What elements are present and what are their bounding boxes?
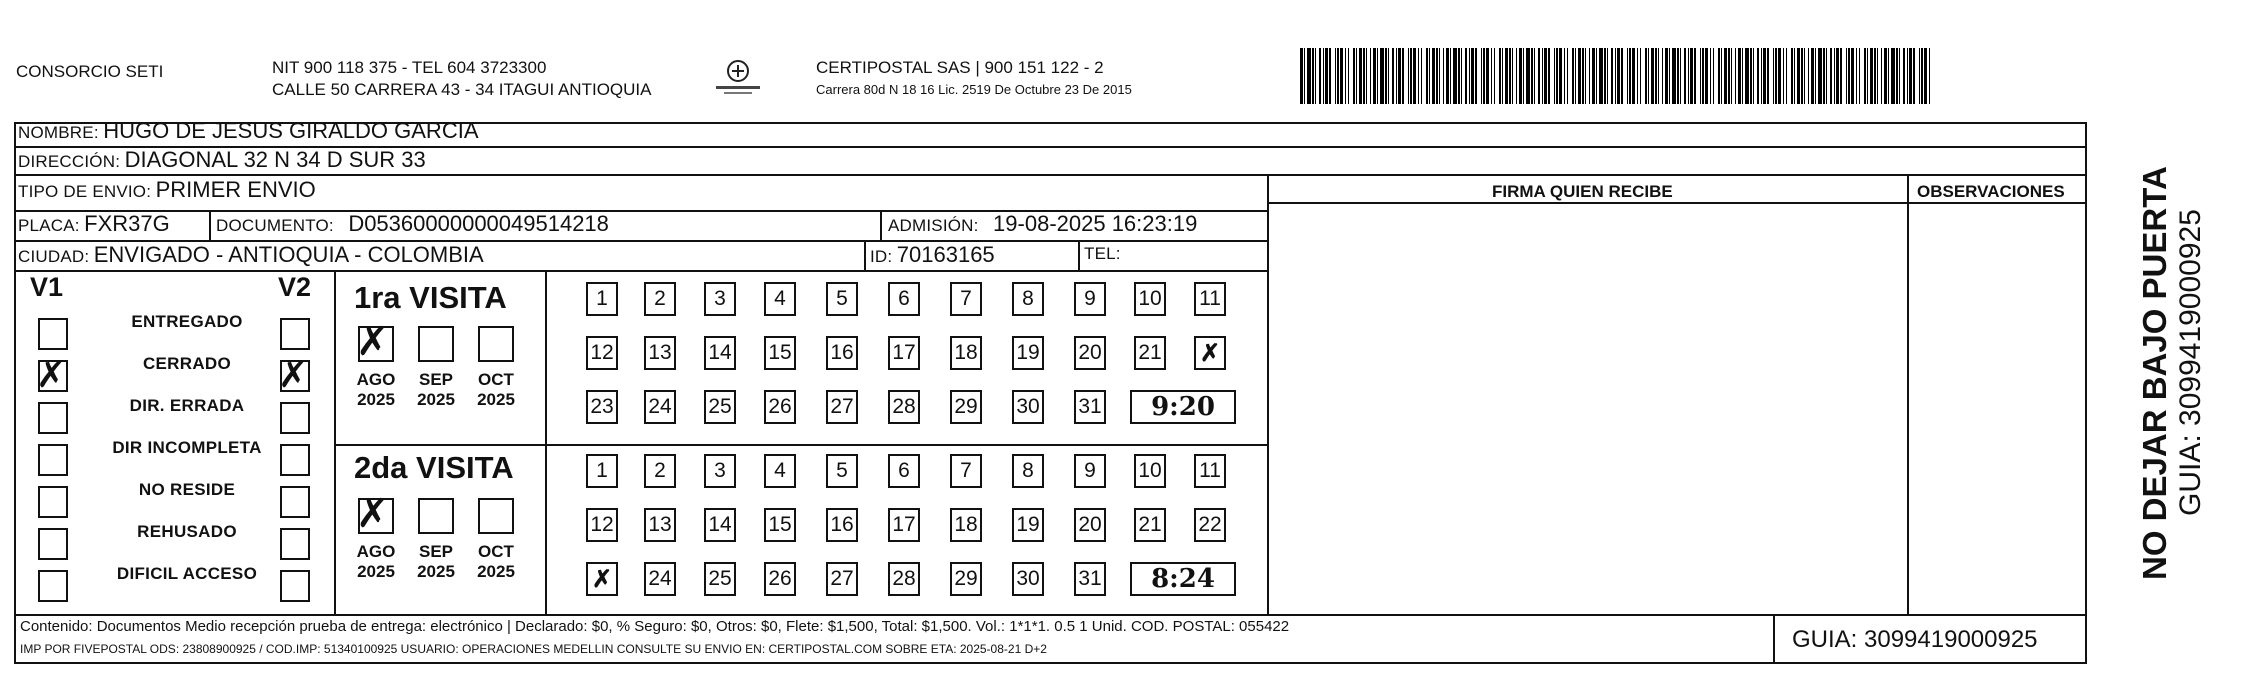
visit2-day-29[interactable]: 29 [950, 562, 982, 596]
visit2-day-13[interactable]: 13 [644, 508, 676, 542]
visit2-day-6[interactable]: 6 [888, 454, 920, 488]
visit1-day-8[interactable]: 8 [1012, 282, 1044, 316]
v1-checkbox-4[interactable] [38, 486, 68, 518]
visit2-month-checkbox-2[interactable] [478, 498, 514, 534]
visit1-month-year-2: 2025 [477, 390, 515, 409]
visit2-day-28[interactable]: 28 [888, 562, 920, 596]
visit1-month-name-1: SEP [418, 370, 454, 389]
visit1-day-19[interactable]: 19 [1012, 336, 1044, 370]
visit1-day-28[interactable]: 28 [888, 390, 920, 424]
status-label-5: REHUSADO [137, 522, 237, 541]
visit2-day-8[interactable]: 8 [1012, 454, 1044, 488]
id-value: 70163165 [896, 242, 995, 267]
visit1-day-31[interactable]: 31 [1074, 390, 1106, 424]
carrier-line: CERTIPOSTAL SAS | 900 151 122 - 2 [816, 58, 1104, 77]
visit1-month-year-0: 2025 [357, 390, 395, 409]
v1-checkbox-2[interactable] [38, 402, 68, 434]
visit2-day-11[interactable]: 11 [1194, 454, 1226, 488]
visit2-day-17[interactable]: 17 [888, 508, 920, 542]
visit1-day-3[interactable]: 3 [704, 282, 736, 316]
visit2-day-2[interactable]: 2 [644, 454, 676, 488]
visit2-day-27[interactable]: 27 [826, 562, 858, 596]
visit1-day-4[interactable]: 4 [764, 282, 796, 316]
visit2-day-1[interactable]: 1 [586, 454, 618, 488]
visit2-day-7[interactable]: 7 [950, 454, 982, 488]
nit-line: NIT 900 118 375 - TEL 604 3723300 [272, 58, 547, 77]
visit1-day-21[interactable]: 21 [1134, 336, 1166, 370]
documento-value: D05360000000049514218 [348, 211, 609, 236]
v1-label: V1 [30, 272, 64, 302]
visit2-month-label-0 [351, 542, 401, 582]
status-label-1: CERRADO [142, 354, 232, 373]
visit1-day-27[interactable]: 27 [826, 390, 858, 424]
visit1-month-year-1: 2025 [417, 390, 455, 409]
visit2-month-checkbox-1[interactable] [418, 498, 454, 534]
v2-checkbox-5[interactable] [280, 528, 310, 560]
visit1-time-box[interactable]: 9:20 [1130, 390, 1236, 424]
status-label-0: ENTREGADO [131, 312, 243, 331]
v1-checkbox-1[interactable] [36, 355, 68, 396]
visit1-day-29[interactable]: 29 [950, 390, 982, 424]
company-name: CONSORCIO SETI [16, 62, 164, 81]
status-label-2: DIR. ERRADA [129, 396, 245, 415]
observaciones-header: OBSERVACIONES [1917, 182, 2065, 201]
visit2-day-23[interactable] [586, 562, 618, 596]
visit1-day-1[interactable]: 1 [586, 282, 618, 316]
visit2-day-22[interactable]: 22 [1194, 508, 1226, 542]
placa-value: FXR37G [84, 211, 170, 236]
visit2-day-21[interactable]: 21 [1134, 508, 1166, 542]
visit1-month-label-1 [411, 370, 461, 410]
v1-checkbox-6[interactable] [38, 570, 68, 602]
visit1-day-23[interactable]: 23 [586, 390, 618, 424]
status-label-6: DIFICIL ACCESO [116, 564, 258, 583]
ciudad-value: ENVIGADO - ANTIOQUIA - COLOMBIA [93, 242, 484, 267]
tipo-envio-value: PRIMER ENVIO [155, 177, 316, 202]
v1-check-mark: ✗ [36, 355, 67, 396]
visit2-month-year-2: 2025 [477, 562, 515, 581]
visit2-day-14[interactable]: 14 [704, 508, 736, 542]
direccion-label: DIRECCIÓN: [18, 152, 121, 171]
visit2-day-mark: ✗ [591, 564, 613, 593]
v1-checkbox-5[interactable] [38, 528, 68, 560]
nombre-value: HUGO DE JESUS GIRALDO GARCIA [103, 118, 479, 143]
visit1-day-18[interactable]: 18 [950, 336, 982, 370]
visit1-month-checkbox-1[interactable] [418, 326, 454, 362]
visit2-day-20[interactable]: 20 [1074, 508, 1106, 542]
no-dejar-notice: NO DEJAR BAJO PUERTA [2136, 166, 2173, 580]
visit1-month-check-mark: ✗ [356, 319, 390, 365]
visit2-title: 2da VISITA [354, 450, 514, 485]
visit1-day-17[interactable]: 17 [888, 336, 920, 370]
barcode [1300, 48, 1934, 104]
visit1-month-checkbox-0[interactable] [356, 319, 394, 365]
side-notice [2096, 140, 2207, 580]
visit2-month-check-mark: ✗ [356, 491, 390, 537]
visit2-day-19[interactable]: 19 [1012, 508, 1044, 542]
visit2-day-15[interactable]: 15 [764, 508, 796, 542]
visit2-day-4[interactable]: 4 [764, 454, 796, 488]
admision-label: ADMISIÓN: [888, 216, 979, 235]
visit1-day-14[interactable]: 14 [704, 336, 736, 370]
tipo-envio-label: TIPO DE ENVIO: [18, 182, 152, 201]
documento-label: DOCUMENTO: [216, 216, 334, 235]
visit2-day-16[interactable]: 16 [826, 508, 858, 542]
nombre-label: NOMBRE: [18, 123, 99, 142]
visit2-day-5[interactable]: 5 [826, 454, 858, 488]
visit1-day-24[interactable]: 24 [644, 390, 676, 424]
address-line: CALLE 50 CARRERA 43 - 34 ITAGUI ANTIOQUIA [272, 80, 652, 99]
v1-checkbox-0[interactable] [38, 318, 68, 350]
v2-check-mark: ✗ [278, 355, 309, 396]
visit1-month-checkbox-2[interactable] [478, 326, 514, 362]
visit1-month-label-0 [351, 370, 401, 410]
v2-checkbox-0[interactable] [280, 318, 310, 350]
visit2-month-year-0: 2025 [357, 562, 395, 581]
visit2-day-12[interactable]: 12 [586, 508, 618, 542]
visit1-day-2[interactable]: 2 [644, 282, 676, 316]
v2-checkbox-2[interactable] [280, 402, 310, 434]
visit2-day-26[interactable]: 26 [764, 562, 796, 596]
visit1-day-26[interactable]: 26 [764, 390, 796, 424]
visit2-day-3[interactable]: 3 [704, 454, 736, 488]
visit2-day-9[interactable]: 9 [1074, 454, 1106, 488]
visit1-day-25[interactable]: 25 [704, 390, 736, 424]
id-label: ID: [870, 247, 893, 266]
visit2-day-18[interactable]: 18 [950, 508, 982, 542]
imp-line: IMP POR FIVEPOSTAL ODS: 23808900925 / COD.IMP: 51340100925 USUARIO: OPERACIONES MEDELLIN CONSULTE SU ENVIO EN: CERTIPOSTAL.COM SOBRE ETA: 2025-08-21 D+2 [20, 642, 1047, 656]
visit1-day-9[interactable]: 9 [1074, 282, 1106, 316]
visit2-day-24[interactable]: 24 [644, 562, 676, 596]
visit1-day-16[interactable]: 16 [826, 336, 858, 370]
footer-guia: GUIA: 3099419000925 [1792, 626, 2038, 653]
license-line: Carrera 80d N 18 16 Lic. 2519 De Octubre 23 De 2015 [816, 82, 1132, 97]
visit1-day-15[interactable]: 15 [764, 336, 796, 370]
visit1-day-22[interactable] [1194, 336, 1226, 370]
visit2-month-name-1: SEP [418, 542, 454, 561]
certipostal-logo-icon [712, 58, 764, 98]
visit1-day-5[interactable]: 5 [826, 282, 858, 316]
v2-checkbox-3[interactable] [280, 444, 310, 476]
visit1-month-label-2 [471, 370, 521, 410]
visit1-day-6[interactable]: 6 [888, 282, 920, 316]
visit1-month-name-2: OCT [478, 370, 514, 389]
v2-checkbox-6[interactable] [280, 570, 310, 602]
visit1-day-30[interactable]: 30 [1012, 390, 1044, 424]
v2-checkbox-1[interactable] [278, 355, 310, 396]
placa-label: PLACA: [18, 216, 80, 235]
contenido-line: Contenido: Documentos Medio recepción prueba de entrega: electrónico | Declarado: $0, % Seguro: $0, Otros: $0, Flete: $1,500, Total: $1,500. Vol.: 1*1*1. 0.5 1 Unid. COD. POSTAL: 055422 [20, 618, 1290, 635]
admision-value: 19-08-2025 16:23:19 [993, 211, 1198, 236]
visit2-day-25[interactable]: 25 [704, 562, 736, 596]
status-label-4: NO RESIDE [138, 480, 236, 499]
v2-checkbox-4[interactable] [280, 486, 310, 518]
visit2-day-30[interactable]: 30 [1012, 562, 1044, 596]
visit2-month-year-1: 2025 [417, 562, 455, 581]
visit2-month-name-2: OCT [478, 542, 514, 561]
visit1-day-11[interactable]: 11 [1194, 282, 1226, 316]
v1-checkbox-3[interactable] [38, 444, 68, 476]
visit1-day-13[interactable]: 13 [644, 336, 676, 370]
visit2-month-label-1 [411, 542, 461, 582]
visit1-day-mark: ✗ [1199, 338, 1221, 367]
visit2-day-31[interactable]: 31 [1074, 562, 1106, 596]
v2-label: V2 [278, 272, 312, 302]
visit1-month-name-0: AGO [356, 370, 396, 389]
status-label-3: DIR INCOMPLETA [112, 438, 262, 457]
ciudad-label: CIUDAD: [18, 247, 90, 266]
tel-label: TEL: [1084, 244, 1121, 263]
direccion-value: DIAGONAL 32 N 34 D SUR 33 [124, 147, 426, 172]
visit1-title: 1ra VISITA [354, 280, 507, 315]
visit2-time-box[interactable]: 8:24 [1130, 562, 1236, 596]
visit1-day-12[interactable]: 12 [586, 336, 618, 370]
visit1-day-10[interactable]: 10 [1134, 282, 1166, 316]
visit2-month-checkbox-0[interactable] [356, 491, 394, 537]
visit1-day-20[interactable]: 20 [1074, 336, 1106, 370]
firma-header: FIRMA QUIEN RECIBE [1492, 182, 1673, 201]
visit1-day-7[interactable]: 7 [950, 282, 982, 316]
side-guia: GUIA: 3099419000925 [2174, 209, 2207, 516]
visit2-day-10[interactable]: 10 [1134, 454, 1166, 488]
visit2-month-name-0: AGO [356, 542, 396, 561]
visit2-month-label-2 [471, 542, 521, 582]
